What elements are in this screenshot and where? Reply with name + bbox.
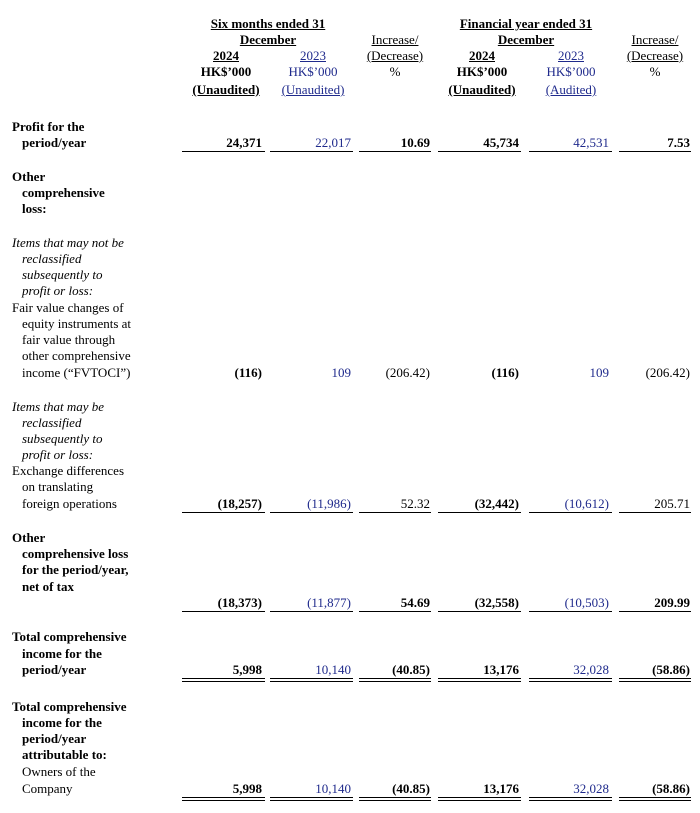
ocl-total-v4: (32,558) <box>474 595 519 610</box>
ocl-head-1: Other <box>12 169 46 184</box>
increase-label-2: Increase/ <box>631 32 679 47</box>
tci-2: income for the <box>22 646 102 661</box>
exch-1: Exchange differences <box>12 463 125 478</box>
fy-header-2: December <box>497 32 555 47</box>
ocl-total-3: for the period/year, <box>22 562 129 577</box>
exch-v6: 205.71 <box>654 496 690 511</box>
rule <box>619 151 691 152</box>
rule <box>529 512 612 513</box>
profit-v3: 10.69 <box>400 135 430 150</box>
attr-5: Owners of the <box>22 764 96 779</box>
rule <box>270 512 353 513</box>
double-rule <box>438 678 521 682</box>
ocl-total-4: net of tax <box>22 579 74 594</box>
six-months-header-2: December <box>239 32 297 47</box>
fvtoci-v4: (116) <box>491 365 519 380</box>
fvtoci-v6: (206.42) <box>645 365 690 380</box>
attr-6: Company <box>22 781 73 796</box>
not-reclass-2: reclassified <box>22 251 82 266</box>
rule <box>270 611 353 612</box>
profit-label-1: Profit for the <box>12 119 85 134</box>
reclass-4: profit or loss: <box>22 447 94 462</box>
ocl-head-3: loss: <box>22 201 47 216</box>
fvtoci-2: equity instruments at <box>22 316 132 331</box>
ocl-total-2: comprehensive loss <box>22 546 129 561</box>
rule <box>438 611 521 612</box>
profit-v4: 45,734 <box>483 135 519 150</box>
double-rule <box>182 678 265 682</box>
tci-v1: 5,998 <box>232 662 262 677</box>
double-rule <box>270 797 353 801</box>
unaudited-2024-a: (Unaudited) <box>192 82 260 97</box>
tci-v6: (58.86) <box>652 662 690 677</box>
decrease-label-2: (Decrease) <box>626 48 684 63</box>
attr-1: Total comprehensive <box>12 699 127 714</box>
rule <box>359 512 431 513</box>
six-months-header: Six months ended 31 <box>210 16 326 31</box>
reclass-1: Items that may be <box>12 399 105 414</box>
rule <box>529 151 612 152</box>
hk-2023-b: HK$’000 <box>546 64 596 79</box>
decrease-label-1: (Decrease) <box>366 48 424 63</box>
double-rule <box>619 678 691 682</box>
attr-3: period/year <box>22 731 87 746</box>
ocl-total-v2: (11,877) <box>307 595 351 610</box>
fvtoci-v2: 109 <box>331 365 351 380</box>
attr-v6: (58.86) <box>652 781 690 796</box>
exch-3: foreign operations <box>22 496 117 511</box>
fvtoci-v3: (206.42) <box>385 365 430 380</box>
attr-v1: 5,998 <box>232 781 262 796</box>
attr-v5: 32,028 <box>573 781 609 796</box>
unaudited-2023-a: (Unaudited) <box>281 82 345 97</box>
exch-2: on translating <box>22 479 94 494</box>
rule <box>438 151 521 152</box>
fvtoci-5: income (“FVTOCI”) <box>22 365 131 380</box>
profit-v1: 24,371 <box>226 135 262 150</box>
fvtoci-4: other comprehensive <box>22 348 131 363</box>
profit-v6: 7.53 <box>667 135 690 150</box>
not-reclass-1: Items that may not be <box>12 235 124 250</box>
exch-v4: (32,442) <box>474 496 519 511</box>
rule <box>182 151 265 152</box>
tci-v5: 32,028 <box>573 662 609 677</box>
rule <box>270 151 353 152</box>
exch-v5: (10,612) <box>564 496 609 511</box>
hk-2024-a: HK$’000 <box>200 64 252 79</box>
attr-v4: 13,176 <box>483 781 519 796</box>
rule <box>359 611 431 612</box>
rule <box>359 151 431 152</box>
double-rule <box>270 678 353 682</box>
ocl-total-1: Other <box>12 530 46 545</box>
not-reclass-3: subsequently to <box>22 267 103 282</box>
attr-2: income for the <box>22 715 102 730</box>
rule <box>619 611 691 612</box>
fy-header: Financial year ended 31 <box>459 16 593 31</box>
double-rule <box>359 797 431 801</box>
profit-v2: 22,017 <box>315 135 351 150</box>
rule <box>529 611 612 612</box>
tci-v2: 10,140 <box>315 662 351 677</box>
hk-2024-b: HK$’000 <box>456 64 508 79</box>
double-rule <box>529 797 612 801</box>
year-2024-a: 2024 <box>213 48 239 63</box>
ocl-total-v6: 209.99 <box>654 595 690 610</box>
tci-3: period/year <box>22 662 87 677</box>
ocl-total-v1: (18,373) <box>217 595 262 610</box>
exch-v3: 52.32 <box>400 496 430 511</box>
fvtoci-v5: 109 <box>589 365 609 380</box>
profit-label-2: period/year <box>22 135 87 150</box>
attr-4: attributable to: <box>22 747 107 762</box>
audited-2023-b: (Audited) <box>545 82 597 97</box>
pct-label-2: % <box>649 64 661 79</box>
double-rule <box>619 797 691 801</box>
double-rule <box>529 678 612 682</box>
year-2023-b: 2023 <box>558 48 584 63</box>
year-2023-a: 2023 <box>300 48 326 63</box>
rule <box>619 512 691 513</box>
rule <box>438 512 521 513</box>
reclass-3: subsequently to <box>22 431 103 446</box>
ocl-head-2: comprehensive <box>22 185 105 200</box>
reclass-2: reclassified <box>22 415 82 430</box>
double-rule <box>182 797 265 801</box>
fvtoci-1: Fair value changes of <box>12 300 124 315</box>
year-2024-b: 2024 <box>469 48 495 63</box>
exch-v1: (18,257) <box>217 496 262 511</box>
rule <box>182 611 265 612</box>
not-reclass-4: profit or loss: <box>22 283 94 298</box>
tci-1: Total comprehensive <box>12 629 127 644</box>
increase-label-1: Increase/ <box>371 32 419 47</box>
profit-v5: 42,531 <box>573 135 609 150</box>
pct-label-1: % <box>389 64 401 79</box>
tci-v3: (40.85) <box>392 662 430 677</box>
double-rule <box>438 797 521 801</box>
tci-v4: 13,176 <box>483 662 519 677</box>
ocl-total-v5: (10,503) <box>564 595 609 610</box>
fvtoci-3: fair value through <box>22 332 116 347</box>
exch-v2: (11,986) <box>307 496 351 511</box>
rule <box>182 512 265 513</box>
double-rule <box>359 678 431 682</box>
ocl-total-v3: 54.69 <box>400 595 430 610</box>
attr-v3: (40.85) <box>392 781 430 796</box>
unaudited-2024-b: (Unaudited) <box>448 82 516 97</box>
fvtoci-v1: (116) <box>234 365 262 380</box>
attr-v2: 10,140 <box>315 781 351 796</box>
hk-2023-a: HK$’000 <box>288 64 338 79</box>
